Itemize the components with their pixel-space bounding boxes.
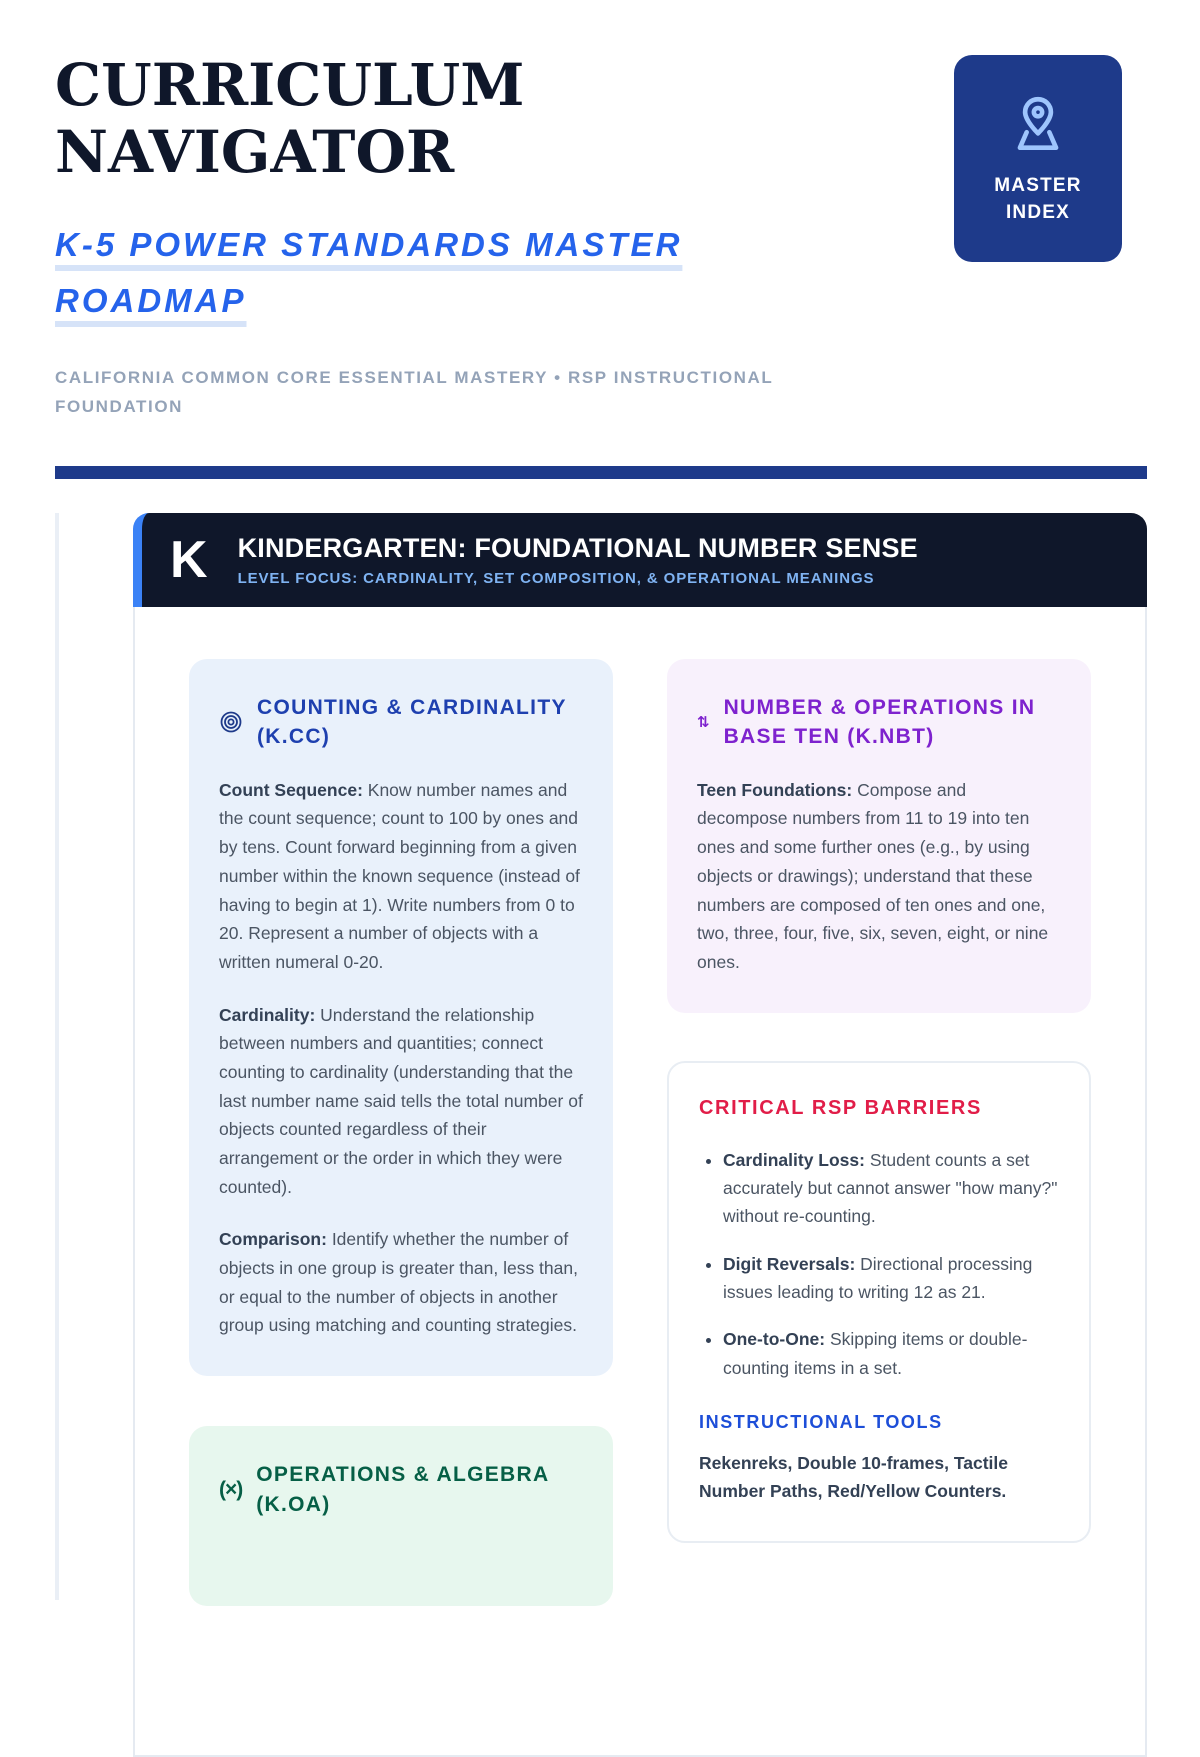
counting-cardinality-box [189,659,613,1376]
koa-heading: OPERATIONS & ALGEBRA (K.OA) [256,1463,549,1516]
kcc-term: Cardinality: [219,1004,316,1025]
barrier-term: Cardinality Loss: [723,1149,865,1170]
master-index-label [994,173,1081,227]
page-title-line2: NAVIGATOR [55,118,455,187]
badge-line1: MASTER [994,174,1082,196]
level-title: KINDERGARTEN: FOUNDATIONAL NUMBER SENSE [237,532,918,563]
level-letter: K [170,531,208,589]
barrier-item [723,1250,1059,1307]
barriers-list [699,1146,1059,1382]
kcc-heading-row [219,693,583,752]
barrier-text: Skipping items or double-counting items in a set. [723,1329,1028,1378]
kcc-heading: COUNTING & CARDINALITY (K.CC) [257,696,567,749]
level-header-text [238,533,918,587]
koa-heading-row [219,1460,583,1519]
bullseye-icon [219,710,243,734]
page-title-line1: CURRICULUM [55,51,525,119]
barrier-item [723,1146,1059,1231]
level-focus: LEVEL FOCUS: CARDINALITY, SET COMPOSITION, & OPERATIONAL MEANINGS [237,570,875,588]
page-title [55,52,815,187]
barriers-heading: CRITICAL RSP BARRIERS [699,1096,982,1119]
kcc-paragraph [219,1225,583,1340]
kcc-term: Count Sequence: [219,779,363,800]
base-ten-box [667,659,1091,1013]
kcc-paragraph [219,1001,583,1202]
kcc-text: Identify whether the number of objects in one group is greater than, less than, or equal to the number of objects in another group using matching and counting strategies. [219,1229,578,1336]
badge-line2: INDEX [1005,201,1071,223]
knbt-text: Compose and decompose numbers from 11 to 19 into ten ones and some further ones (e.g., by using objects or drawings); understand that these numbers are composed of ten ones and one, two, three, four, five, six, seven, eight, or nine ones. [697,779,1049,972]
times-in-parentheses-icon: (×) [219,1477,243,1501]
page-header [0,0,1200,422]
barrier-term: Digit Reversals: [723,1253,856,1274]
knbt-heading: NUMBER & OPERATIONS IN BASE TEN (K.NBT) [723,696,1036,749]
kcc-text: Know number names and the count sequence; count to 100 by ones and by tens. Count forward beginning from a given number within the known sequence (instead of having to begin at 1). Write numbers from 0 to 20. Represent a number of objects with a written numeral 0-20. [219,779,580,972]
section-divider [55,466,1147,479]
page-tagline: CALIFORNIA COMMON CORE ESSENTIAL MASTERY • RSP INSTRUCTIONAL FOUNDATION [55,367,774,417]
operations-algebra-box [189,1426,613,1606]
instructional-tools-heading: INSTRUCTIONAL TOOLS [699,1412,943,1432]
barrier-text: Student counts a set accurately but cannot answer "how many?" without re-counting. [723,1149,1058,1227]
map-pin-icon [1005,91,1071,157]
kcc-term: Comparison: [219,1229,327,1250]
knbt-heading-row [697,693,1061,752]
kcc-paragraph [219,776,583,977]
page-subtitle: K-5 POWER STANDARDS MASTER ROADMAP [55,225,683,319]
barrier-text: Directional processing issues leading to writing 12 as 21. [723,1253,1033,1302]
knbt-paragraph [697,776,1061,977]
barrier-item [723,1325,1059,1382]
kcc-text: Understand the relationship between numbers and quantities; connect counting to cardinality (understanding that the last number name said tells the total number of objects counted regardless of their arrangement or the order in which they were counted). [219,1004,583,1197]
instructional-tools-text: Rekenreks, Double 10-frames, Tactile Number Paths, Red/Yellow Counters. [699,1453,1008,1501]
kindergarten-card-header [133,513,1147,607]
right-column [667,659,1091,1543]
knbt-term: Teen Foundations: [697,779,853,800]
timeline-gutter-line [55,513,59,1600]
kindergarten-card-body [133,607,1147,1757]
barrier-term: One-to-One: [723,1329,826,1350]
master-index-button[interactable] [954,55,1122,262]
left-column [189,659,613,1606]
critical-rsp-barriers-box [667,1061,1091,1543]
kindergarten-card [133,513,1147,1757]
up-down-arrows-icon: ⇅ [697,713,710,732]
